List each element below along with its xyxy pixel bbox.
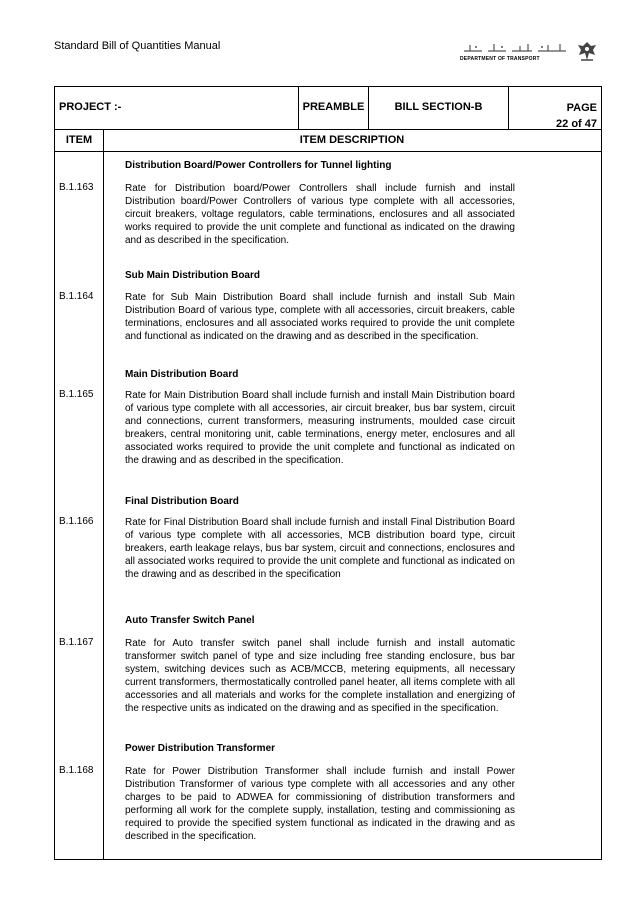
item-heading: Power Distribution Transformer — [125, 743, 276, 754]
item-code: B.1.163 — [59, 182, 94, 193]
item-code: B.1.165 — [59, 389, 94, 400]
item-heading: Distribution Board/Power Controllers for Tunnel lighting — [125, 160, 392, 171]
item-code: B.1.164 — [59, 291, 94, 302]
item-description: Rate for Sub Main Distribution Board shall include furnish and install Sub Main Distribution Board of various type, complete with all accessories, circuit breakers, cable terminations, enclosures and all associated works required to provide the unit complete and functional as indicated on the drawing and as described in the specification. — [125, 292, 515, 342]
table-header — [55, 87, 601, 130]
department-name: DEPARTMENT OF TRANSPORT — [460, 56, 540, 62]
item-code: B.1.168 — [59, 765, 94, 776]
arabic-wordmark-icon — [462, 42, 570, 54]
page-number: 22 of 47 — [556, 118, 597, 130]
item-description: Rate for Final Distribution Board shall include furnish and install Final Distribution Board of various type complete with all accessories, MCB distribution board type, circuit breakers, earth leakage relays, bus bar system, circuit and connections, enclosures and all associated works required to provide the unit complete and functional as indicated on the drawing and as described in the specification — [125, 517, 515, 580]
item-heading: Main Distribution Board — [125, 369, 239, 380]
preamble-label: PREAMBLE — [299, 87, 369, 129]
item-description: Rate for Main Distribution Board shall include furnish and install Main Distribution board of various type complete with all accessories, air circuit breaker, bus bar system, circuit and connections, current transformers, measuring instruments, moulded case circuit breakers, central monitoring unit, cable terminations, energy meter, enclosures and all associated works required to provide the unit complete and functional as indicated on the drawing and as described in the specification. — [125, 390, 515, 466]
item-description: Rate for Power Distribution Transformer shall include furnish and install Power Distribution Transformer of various type complete with all accessories and any other charges to be paid to ADWEA for commissioning of distribution transformers and performing all work for the complete supply, installation, testing and commissioning as required to provide the specified system functional as indicated in the drawing and as described in the specification. — [125, 766, 515, 842]
item-heading: Final Distribution Board — [125, 496, 239, 507]
boq-table — [54, 86, 602, 860]
item-description: Rate for Auto transfer switch panel shall include furnish and install automatic transformer switch panel of type and size including free standing enclosure, bus bar system, switching devices such as ACB/MCCB, metering equipments, all necessary current transformers, thermostatically controlled panel heater, all items complete with all accessories and all materials and works for the complete installation and energizing of the respective units as indicated on the drawing and as specified in the specification. — [125, 638, 515, 714]
item-code: B.1.167 — [59, 637, 94, 648]
project-label: PROJECT :- — [55, 87, 299, 129]
column-headers — [55, 129, 601, 152]
page-label: PAGE — [566, 102, 597, 114]
document-title: Standard Bill of Quantities Manual — [54, 40, 221, 52]
item-column-header: ITEM — [55, 129, 104, 151]
page-info — [509, 87, 601, 129]
department-logo — [452, 40, 602, 64]
item-description: Rate for Distribution board/Power Controllers shall include furnish and install Distribution board/Power Controllers of various type complete with all accessories, circuit breakers, voltage regulators, cable terminations, enclosures and all associated works required to provide the unit complete and functional as indicated on the drawing and as described in the specification. — [125, 183, 515, 246]
falcon-emblem-icon — [574, 40, 600, 64]
item-heading: Auto Transfer Switch Panel — [125, 615, 255, 626]
item-heading: Sub Main Distribution Board — [125, 270, 260, 281]
bill-section-label: BILL SECTION-B — [369, 87, 509, 129]
item-code: B.1.166 — [59, 516, 94, 527]
column-divider — [103, 151, 104, 859]
description-column-header: ITEM DESCRIPTION — [299, 134, 405, 146]
